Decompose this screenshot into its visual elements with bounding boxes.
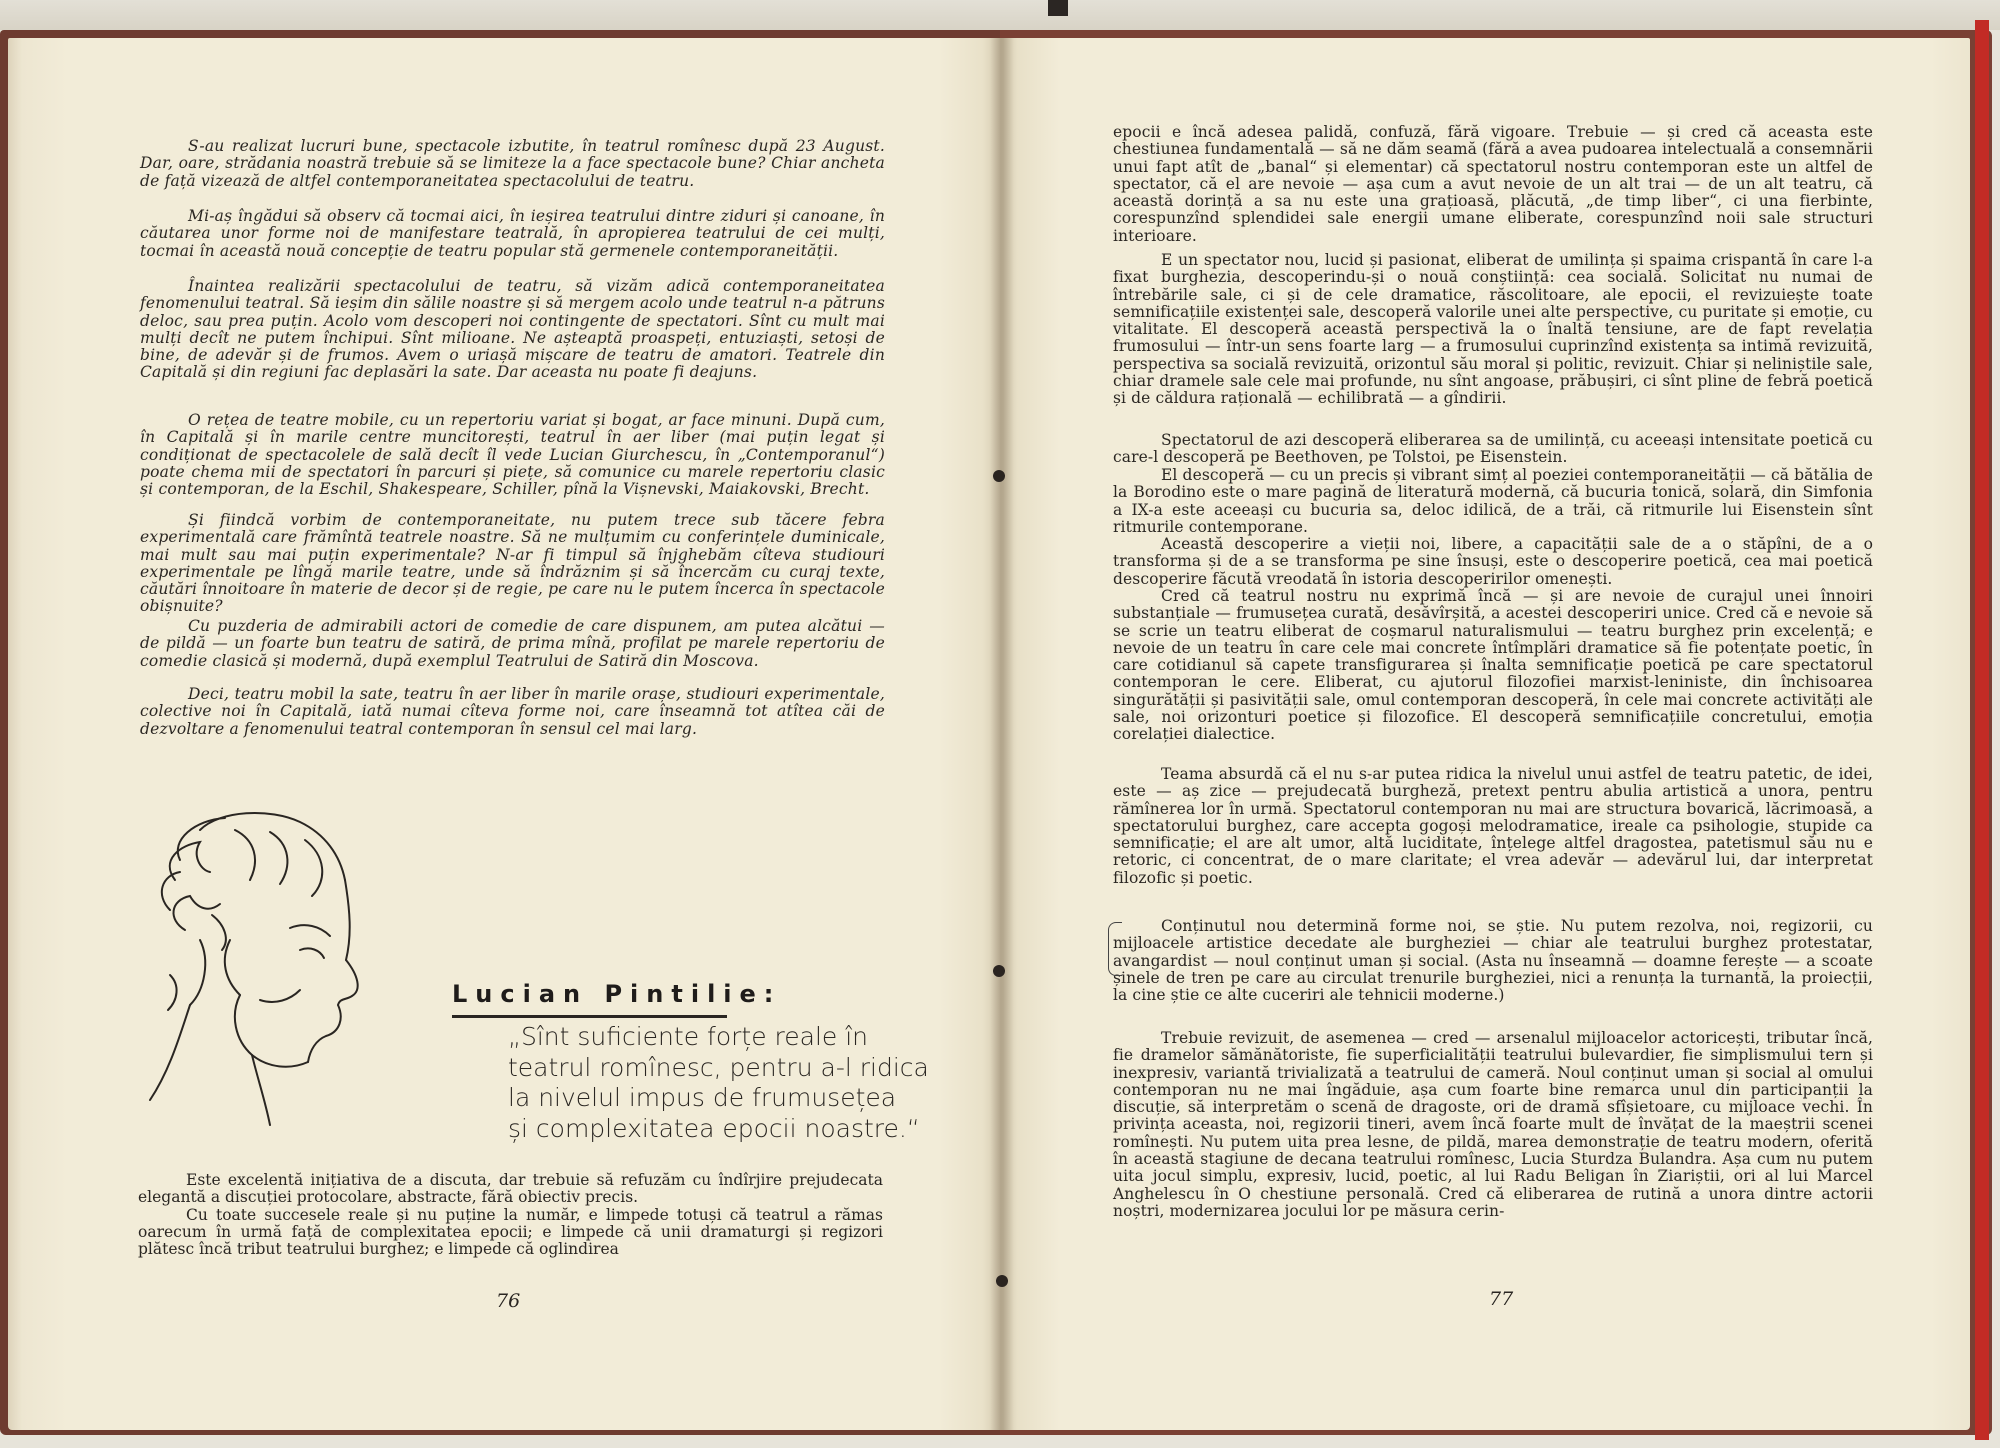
paragraph: Trebuie revizuit, de asemenea — cred — arsenalul mijloacelor actoricești, tributar încă, fie dramelor sămănătoriste, fie superficialității teatrului bulevardier, fie simplismului tern și inexpresiv, variantă trivializată a teatrului de cameră. Noul conținut uman și social al omului contemporan nu ne mai îngăduie, așa cum foarte bine remarca unul din participanții la discuție, să interpretăm o scenă de dragoste, ori de dramă sfîșietoare, cu mijloace vechi. În privința aceasta, noi, regizorii tineri, avem încă foarte mult de învățat de la maeștrii scenei romînești. Nu putem uita prea lesne, de pildă, marea demonstrație de teatru modern, oferită în această stagiune de decana teatrului romînesc, Lucia Sturdza Bulandra. Așa cum nu putem uita jocul simplu, expresiv, lucid, poetic, al lui Radu Beligan în Ziariștii, ori al lui Marcel Anghelescu în O chestiune personală. Cred că eliberarea de rutină a unora dintre actorii noștri, modernizarea jocului lor pe măsura cerin-	[1113, 1029, 1873, 1220]
paragraph: Cu puzderia de admirabili actori de comedie de care dispunem, am putea alcătui — de pildă — un foarte bun teatru de satiră, de prima mînă, profilat pe marele repertoriu de comedie clasică și modernă, după exemplul Teatrului de Satiră din Moscova.	[140, 617, 885, 670]
paragraph: El descoperă — cu un precis și vibrant simț al poeziei contemporaneității — că bătălia de la Borodino este o mare pagină de literatură modernă, că bucuria tonică, solară, din Simfonia a IX-a este aceeași cu bucuria sa, deloc idilică, de a trăi, că ritmurile lui Eisenstein sînt ritmurile contemporane.	[1113, 466, 1873, 536]
binding-stitch-icon	[993, 965, 1005, 977]
quote-line: la nivelul impus de frumusețea	[508, 1083, 897, 1112]
paragraph: epocii e încă adesea palidă, confuză, fără vigoare. Trebuie — și cred că aceasta este chestiunea fundamentală — să ne dăm seamă (fără a avea pudoarea intelectuală a consemnării unui fapt atît de „banal“ și elementar) că spectatorul nostru contemporan este un altfel de spectator, că el are nevoie — așa cum a avut nevoie de un alt trai — de un alt teatru, că această dorință a sa nu este una grațioasă, plăcută, „de timp liber“, ci una fierbinte, corespunzînd splendidei sale energii umane eliberate, corespunzînd noii sale structuri interioare.	[1113, 123, 1873, 245]
paragraph: S-au realizat lucruri bune, spectacole izbutite, în teatrul romînesc după 23 August. Dar, oare, strădania noastră trebuie să se limiteze la a face spectacole bune? Chiar ancheta de față vizează de altfel contemporaneitatea spectacolului de teatru.	[140, 137, 885, 190]
paragraph: Cred că teatrul nostru nu exprimă încă — și are nevoie de curajul unei înnoiri substanțiale — frumusețea curată, desăvîrșită, a acestei descoperiri unice. Cred că e nevoie să se scrie un teatru eliberat de coșmarul naturalismului — teatru burghez prin excelență; e nevoie de un teatru în care cele mai concrete întîmplări dramatice să fie potențate poetic, în care cotidianul să capete transfigurarea și înalta semnificație poetică pe care spectatorul contemporan le cere. Eliberat, cu ajutorul filozofiei marxist-leniniste, din închisoarea singurătății și pasivității sale, omul contemporan descoperă, în cele mai concrete activități ale sale, noi orizonturi poetice și filozofice. El descoperă semnificațiile concretului, emoția corelației dialectice.	[1113, 587, 1873, 744]
portrait-sketch-illustration	[140, 800, 380, 1130]
paragraph: Spectatorul de azi descoperă eliberarea sa de umilință, cu aceeași intensitate poetică cu care-l descoperă pe Beethoven, pe Tolstoi, pe Eisenstein.	[1113, 431, 1873, 467]
paragraph: Teama absurdă că el nu s-ar putea ridica la nivelul unui astfel de teatru patetic, de idei, este — aș zice — prejudecată burgheză, pretext pentru abulia artistică a unora, pentru rămînerea lor în urmă. Spectatorul contemporan nu mai are structura bovarică, lăcrimoasă, a spectatorului burghez, care accepta gogoși melodramatice, ireale ca psihologie, stupide ca semnificație; el are alt umor, altă luciditate, înțelege altfel dragostea, patetismul său nu e retoric, ci concentrat, de o mare claritate; el vrea adevăr — adevărul lui, dar interpretat filozofic și poetic.	[1113, 765, 1873, 887]
quote-line: „Sînt suficiente forțe reale în	[508, 1022, 869, 1051]
quote-line: și complexitatea epocii noastre.“	[508, 1113, 920, 1143]
margin-bracket-mark	[1108, 922, 1122, 976]
pull-quote	[508, 1022, 929, 1144]
scan-top-strip	[0, 0, 2000, 30]
paragraph: Și fiindcă vorbim de contemporaneitate, nu putem trece sub tăcere febra experimentală care frămîntă teatrele noastre. Să ne mulțumim cu conferințele duminicale, mai mult sau mai puțin experimentale? N-ar fi timpul să înjghebăm cîteva studiouri experimentale pe lîngă marile teatre, unde să îndrăznim și să încercăm cu curaj texte, căutări înnoitoare în materie de decor și de regie, pe care nu le putem încerca în spectacole obișnuite?	[140, 511, 885, 616]
quote-line: teatrul romînesc, pentru a-l ridica	[508, 1052, 929, 1082]
scan-notch	[1048, 0, 1068, 16]
page-number-left: 76	[496, 1290, 521, 1312]
author-heading: Lucian Pintilie:	[452, 980, 782, 1008]
binding-stitch-icon	[993, 470, 1005, 482]
paragraph: Cu toate succesele reale și nu puține la număr, e limpede totuși că teatrul a rămas oarecum în urmă față de complexitatea epocii; e limpede că unii dramaturgi și regizori plătesc încă tribut teatrului burghez; e limpede că oglindirea	[138, 1205, 883, 1259]
paragraph: O rețea de teatre mobile, cu un repertoriu variat și bogat, ar face minuni. După cum, în Capitală și în marile centre muncitorești, teatrul în aer liber (mai puțin legat și condiționat de spectacolele de sală decît îl vede Lucian Giurchescu, în „Contemporanul“) poate chema mii de spectatori în parcuri și piețe, să comunice cu marele repertoriu clasic și contemporan, de la Eschil, Shakespeare, Schiller, pînă la Vișnevski, Maiakovski, Brecht.	[140, 411, 885, 499]
book-gutter	[990, 38, 1014, 1430]
paragraph: E un spectator nou, lucid și pasionat, eliberat de umilința și spaima crispantă în care l-a fixat burghezia, descoperindu-și o nouă conștiință: cea socială. Solicitat nu numai de întrebările sale, ci și de cele dramatice, răscolitoare, ale epocii, el revizuiește toate semnificațiile existenței sale, descoperă valorile unei alte perspective, cu puritate și emoție, cu vitalitate. El descoperă această perspectivă la o înaltă tensiune, are de fapt revelația frumosului — într-un sens foarte larg — a frumosului cuprinzînd existența sa intimă revizuită, perspectiva sa socială revizuită, orizontul său moral și politic, revizuit. Chiar și neliniștile sale, chiar dramele sale cele mai profunde, nu sînt angoase, prăbușiri, ci sînt pline de febră poetică și de căldura rațională — echilibrată — a gîndirii.	[1113, 251, 1873, 408]
book-edge	[1975, 20, 1989, 1440]
paragraph: Înaintea realizării spectacolului de teatru, să vizăm adică contemporaneitatea fenomenului teatral. Să ieșim din sălile noastre și să mergem acolo unde teatrul n-a pătruns deloc, sau prea puțin. Acolo vom descoperi noi contingente de spectatori. Sînt cu mult mai mulți decît ne putem închipui. Sînt milioane. Ne așteaptă proaspeți, entuziaști, setoși de bine, de adevăr și de frumos. Avem o uriașă mișcare de teatru de amatori. Teatrele din Capitală și din regiuni fac deplasări la sate. Dar aceasta nu poate fi deajuns.	[140, 277, 885, 382]
binding-stitch-icon	[996, 1275, 1008, 1287]
paragraph: Această descoperire a vieții noi, libere, a capacității sale de a o stăpîni, de a o transforma și de a se transforma pe sine însuși, este o descoperire poetică, cea mai poetică descoperire făcută vreodată în istoria descoperirilor omenești.	[1113, 535, 1873, 588]
paragraph: Conținutul nou determină forme noi, se știe. Nu putem rezolva, noi, regizorii, cu mijloacele artistice decedate ale burgheziei — chiar ale teatrului burghez protestatar, avangardist — noul conținut uman și social. (Asta nu înseamnă — doamne ferește — a scoate șinele de tren pe care au circulat trenurile burgheziei, nici a renunța la turnantă, la proiecții, la cine știe ce alte cuceriri ale tehnicii moderne.)	[1113, 917, 1873, 1005]
paragraph: Mi-aș îngădui să observ că tocmai aici, în ieșirea teatrului dintre ziduri și canoane, în căutarea unor forme noi de manifestare teatrală, în apropierea teatrului de cei mulți, tocmai în această nouă concepție de teatru popular stă germenele contemporaneității.	[140, 207, 885, 260]
paragraph: Deci, teatru mobil la sate, teatru în aer liber în marile orașe, studiouri experimentale, colective noi în Capitală, iată numai cîteva forme noi, care înseamnă tot atîtea căi de dezvoltare a fenomenului teatral contemporan în sensul cel mai larg.	[140, 685, 885, 738]
left-page-lower-text	[138, 1172, 883, 1258]
page-number-right: 77	[1489, 1288, 1514, 1310]
paragraph: Este excelentă inițiativa de a discuta, dar trebuie să refuzăm cu îndîrjire prejudecata elegantă a discuției protocolare, abstracte, fără obiectiv precis.	[138, 1171, 883, 1207]
